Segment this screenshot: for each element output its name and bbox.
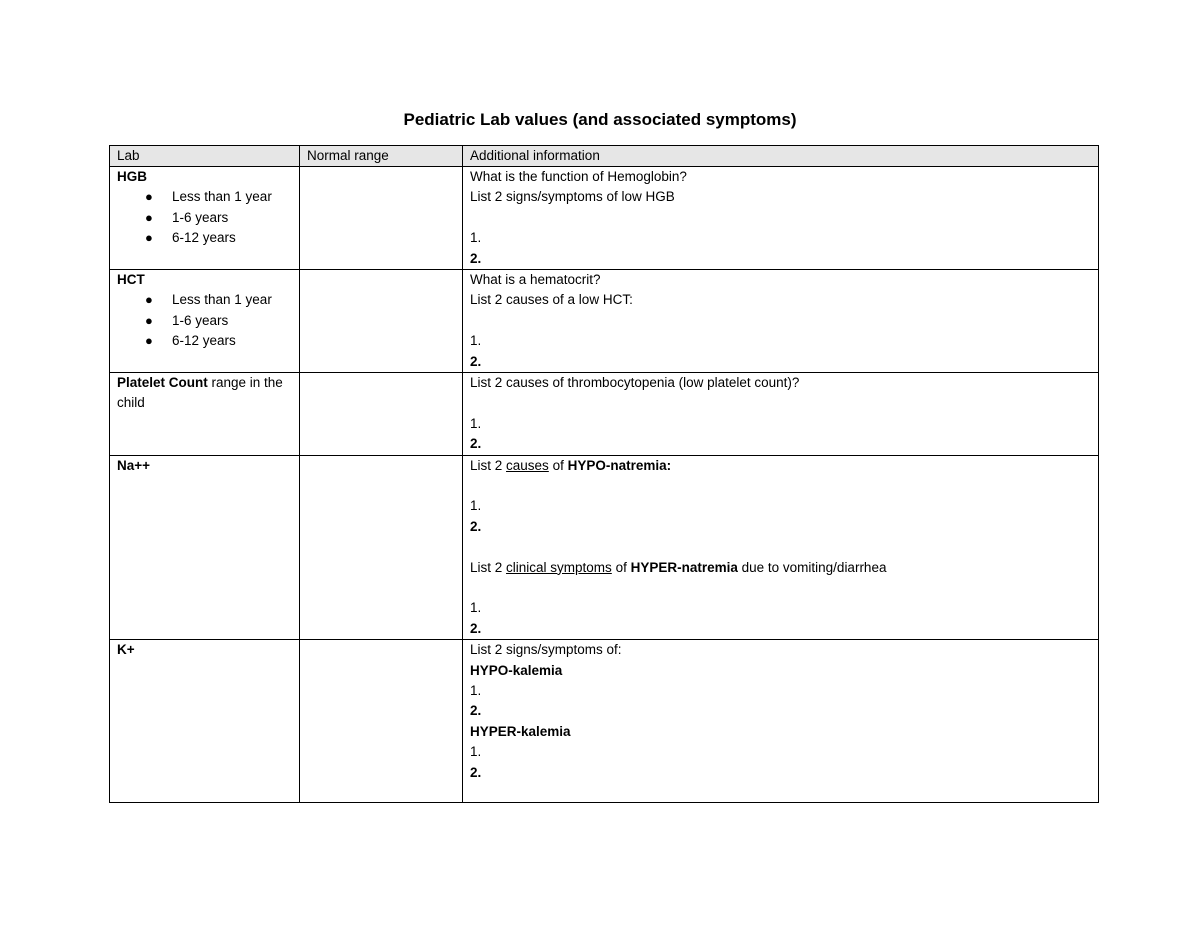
answer-number: 1.: [470, 415, 482, 431]
list-item: [117, 290, 299, 310]
question-part: due to vomiting/diarrhea: [737, 559, 887, 575]
lab-name-platelet: Platelet Count: [117, 375, 208, 391]
question-emphasis: clinical symptoms: [506, 559, 612, 575]
question-text: List 2 signs/symptoms of low HGB: [470, 189, 675, 205]
lab-name-sodium: Na++: [117, 457, 151, 473]
table-row-sodium: [110, 455, 1099, 640]
answer-number: 2.: [470, 620, 482, 636]
bullet-icon: ●: [145, 292, 153, 308]
blank-line: [470, 208, 1098, 228]
answer-number: 2.: [470, 764, 482, 780]
lab-name-potassium: K+: [117, 642, 135, 658]
blank-line: [470, 476, 1098, 496]
question-text: List 2 causes of thrombocytopenia (low platelet count)?: [470, 375, 800, 391]
info-cell-hgb[interactable]: [463, 167, 1099, 270]
answer-number: 2.: [470, 353, 482, 369]
bullet-icon: ●: [145, 333, 153, 349]
question-part: of: [548, 457, 568, 473]
info-cell-sodium[interactable]: [463, 455, 1099, 640]
table-row-potassium: [110, 640, 1099, 803]
header-lab: Lab: [110, 146, 300, 167]
question-part: List 2: [470, 559, 507, 575]
question-part: List 2: [470, 457, 507, 473]
answer-number: 2.: [470, 518, 482, 534]
lab-name-hct: HCT: [117, 272, 145, 288]
question-emphasis: causes: [506, 457, 549, 473]
question-text: List 2 signs/symptoms of:: [470, 642, 622, 658]
table-row-platelet: [110, 373, 1099, 456]
lab-name-hgb: HGB: [117, 169, 147, 184]
age-band-label: 6-12 years: [172, 333, 236, 349]
lab-cell-hgb: [110, 167, 300, 270]
range-cell-sodium[interactable]: [300, 455, 463, 640]
answer-number: 1.: [470, 683, 482, 699]
list-item: [117, 228, 299, 248]
table-header-row: [110, 146, 1099, 167]
lab-name-platelet-suffix: range in the child: [117, 375, 283, 411]
lab-cell-sodium: [110, 455, 300, 640]
blank-line: [470, 393, 1098, 413]
range-cell-hct[interactable]: [300, 270, 463, 373]
range-cell-platelet[interactable]: [300, 373, 463, 456]
answer-number: 2.: [470, 436, 482, 452]
lab-cell-hct: [110, 270, 300, 373]
bullet-icon: ●: [145, 209, 153, 225]
table-row-hgb: [110, 167, 1099, 270]
lab-cell-platelet: [110, 373, 300, 456]
question-text: What is a hematocrit?: [470, 272, 601, 288]
blank-line: [470, 537, 1098, 557]
range-cell-potassium[interactable]: [300, 640, 463, 803]
page-title: Pediatric Lab values (and associated symptoms): [403, 110, 797, 129]
answer-number: 1.: [470, 498, 482, 514]
subheading-hypokalemia: HYPO-kalemia: [470, 662, 563, 678]
answer-number: 1.: [470, 333, 482, 349]
age-band-label: Less than 1 year: [172, 189, 272, 205]
answer-number: 2.: [470, 250, 482, 266]
table-row-hct: [110, 270, 1099, 373]
list-item: [117, 311, 299, 331]
age-band-label: 1-6 years: [172, 209, 229, 225]
lab-cell-potassium: [110, 640, 300, 803]
subheading-hyperkalemia: HYPER-kalemia: [470, 723, 571, 739]
question-part: of: [611, 559, 631, 575]
header-normal-range: Normal range: [300, 146, 463, 167]
info-cell-hct[interactable]: [463, 270, 1099, 373]
header-additional-info: Additional information: [463, 146, 1099, 167]
bullet-icon: ●: [145, 189, 153, 205]
answer-number: 1.: [470, 230, 482, 246]
blank-line: [470, 311, 1098, 331]
info-cell-potassium[interactable]: [463, 640, 1099, 803]
range-cell-hgb[interactable]: [300, 167, 463, 270]
question-term: HYPO-natremia:: [567, 457, 672, 473]
list-item: [117, 208, 299, 228]
question-text: [470, 558, 1098, 578]
age-list-hgb: [117, 187, 299, 248]
question-text: What is the function of Hemoglobin?: [470, 169, 687, 184]
bullet-icon: ●: [145, 312, 153, 328]
question-term: HYPER-natremia: [630, 559, 738, 575]
info-cell-platelet[interactable]: [463, 373, 1099, 456]
blank-line: [470, 578, 1098, 598]
age-band-label: 6-12 years: [172, 230, 236, 246]
answer-number: 2.: [470, 703, 482, 719]
question-text: [470, 456, 1098, 476]
list-item: [117, 187, 299, 207]
age-list-hct: [117, 290, 299, 351]
lab-values-table: [109, 145, 1099, 803]
age-band-label: Less than 1 year: [172, 292, 272, 308]
age-band-label: 1-6 years: [172, 312, 229, 328]
answer-number: 1.: [470, 744, 482, 760]
question-text: List 2 causes of a low HCT:: [470, 292, 633, 308]
list-item: [117, 331, 299, 351]
answer-number: 1.: [470, 600, 482, 616]
bullet-icon: ●: [145, 230, 153, 246]
